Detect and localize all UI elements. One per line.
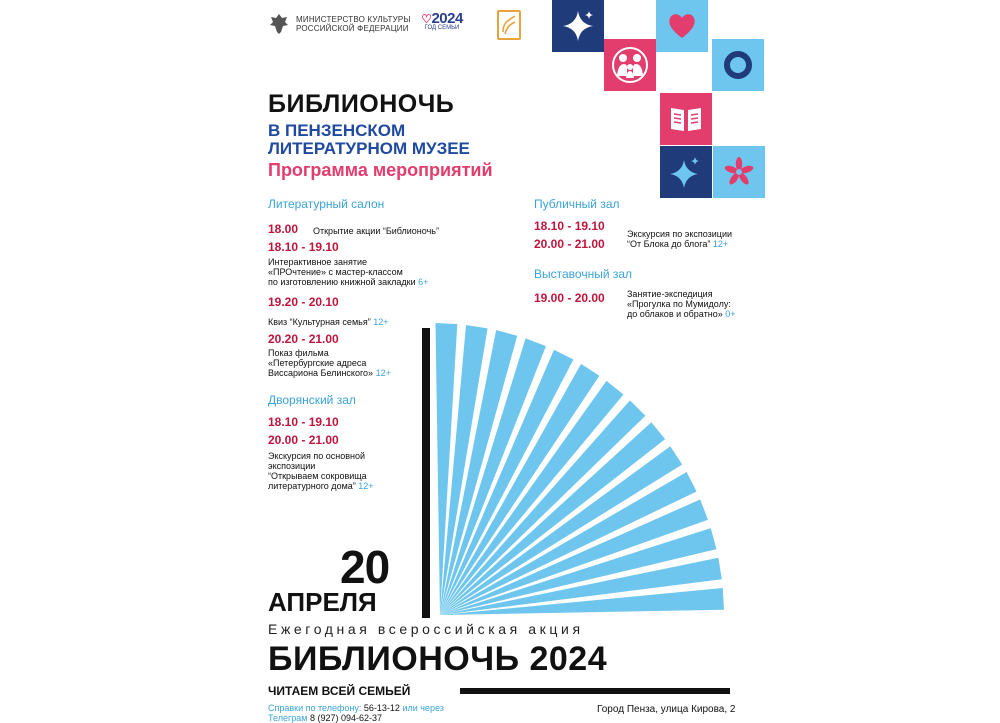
ministry-line2: РОССИЙСКОЙ ФЕДЕРАЦИИ — [296, 24, 409, 33]
telegram-number[interactable]: 8 (927) 094-62-37 — [309, 713, 383, 723]
event-time: 20.00 - 21.00 — [268, 433, 339, 447]
age-badge: 12+ — [373, 317, 389, 327]
slogan: ЧИТАЕМ ВСЕЙ СЕМЬЕЙ — [268, 684, 411, 698]
sparkle-icon — [561, 9, 595, 43]
event-description: Экскурсия по основной экспозиции “Открываем сокровища литературного дома” 12+ — [268, 451, 374, 491]
tile-heart — [656, 0, 708, 52]
age-badge: 12+ — [375, 368, 391, 378]
event-time: 18.10 - 19.10 — [534, 219, 605, 233]
year-of-family-logo — [420, 10, 464, 31]
event-description: Показ фильма «Петербургские адреса Виссариона Белинского» 12+ — [268, 348, 391, 378]
event-time: 19.20 - 20.10 — [268, 295, 339, 309]
book-fan-graphic — [420, 322, 740, 622]
fan-spine — [422, 328, 430, 618]
tile-book — [660, 93, 712, 145]
eagle-emblem-icon — [268, 12, 290, 36]
event-name: БИБЛИОНОЧЬ 2024 — [268, 640, 608, 678]
event-time: 18.00 — [268, 222, 299, 236]
open-book-icon — [668, 104, 704, 134]
age-badge: 12+ — [712, 239, 729, 249]
hall-public: Публичный зал — [534, 197, 620, 211]
ring-icon — [723, 50, 753, 80]
program-heading: Программа мероприятий — [268, 160, 493, 180]
heart-icon: ♡ — [421, 12, 432, 26]
event-time: 20.20 - 21.00 — [268, 332, 339, 346]
event-description: Занятие-экспедиция «Прогулка по Мумидолу: до облаков и обратно» 0+ — [627, 289, 736, 319]
address: Город Пенза, улица Кирова, 2 — [597, 704, 736, 715]
event-time: 20.00 - 21.00 — [534, 237, 605, 251]
tile-family — [604, 39, 656, 91]
library-logo-icon — [497, 10, 521, 40]
tile-stars — [660, 146, 712, 198]
event-description: Открытие акции “Библионочь” — [313, 226, 439, 236]
ministry-line1: МИНИСТЕРСТВО КУЛЬТУРЫ — [296, 15, 411, 24]
event-description: Интерактивное занятие «ПРОчтение» с мастер-классом по изготовлению книжной закладки 6+ — [268, 257, 429, 287]
hall-exhibition: Выставочный зал — [534, 267, 633, 281]
hall-literary-salon: Литературный салон — [268, 197, 385, 211]
contact-info: Справки по телефону: 56-13-12 или через Телеграм 8 (927) 094-62-37 — [268, 703, 444, 723]
heart-icon — [667, 12, 697, 40]
phone-number[interactable]: 56-13-12 — [363, 703, 400, 713]
age-badge: 12+ — [358, 481, 374, 491]
event-description: Экскурсия по экспозиции “От Блока до блога” 12+ — [627, 229, 733, 249]
tile-flower — [713, 146, 765, 198]
event-time: 18.10 - 19.10 — [268, 415, 339, 429]
flower-icon — [723, 156, 755, 188]
event-description: Квиз “Культурная семья” 12+ — [268, 317, 389, 327]
annual-caption: Ежегодная всероссийская акция — [268, 621, 584, 637]
sparkle-icon — [669, 155, 703, 189]
ministry-logo — [268, 12, 411, 36]
hall-noble: Дворянский зал — [268, 393, 356, 407]
event-month: АПРЕЛЯ — [268, 587, 377, 617]
page-subtitle: В ПЕНЗЕНСКОМ ЛИТЕРАТУРНОМ МУЗЕЕ — [268, 121, 470, 158]
year-logo-caption: ГОД СЕМЬИ — [424, 25, 460, 31]
year-logo-number: 2024 — [431, 10, 463, 27]
age-badge: 6+ — [418, 277, 429, 287]
event-time: 19.00 - 20.00 — [534, 291, 605, 305]
page-title: БИБЛИОНОЧЬ — [268, 90, 455, 118]
event-time: 18.10 - 19.10 — [268, 240, 339, 254]
age-badge: 0+ — [725, 309, 736, 319]
event-day: 20 — [340, 541, 390, 593]
family-icon — [611, 46, 649, 84]
tile-sparkle — [552, 0, 604, 52]
slogan-rule — [460, 688, 730, 694]
tile-ring — [712, 39, 764, 91]
